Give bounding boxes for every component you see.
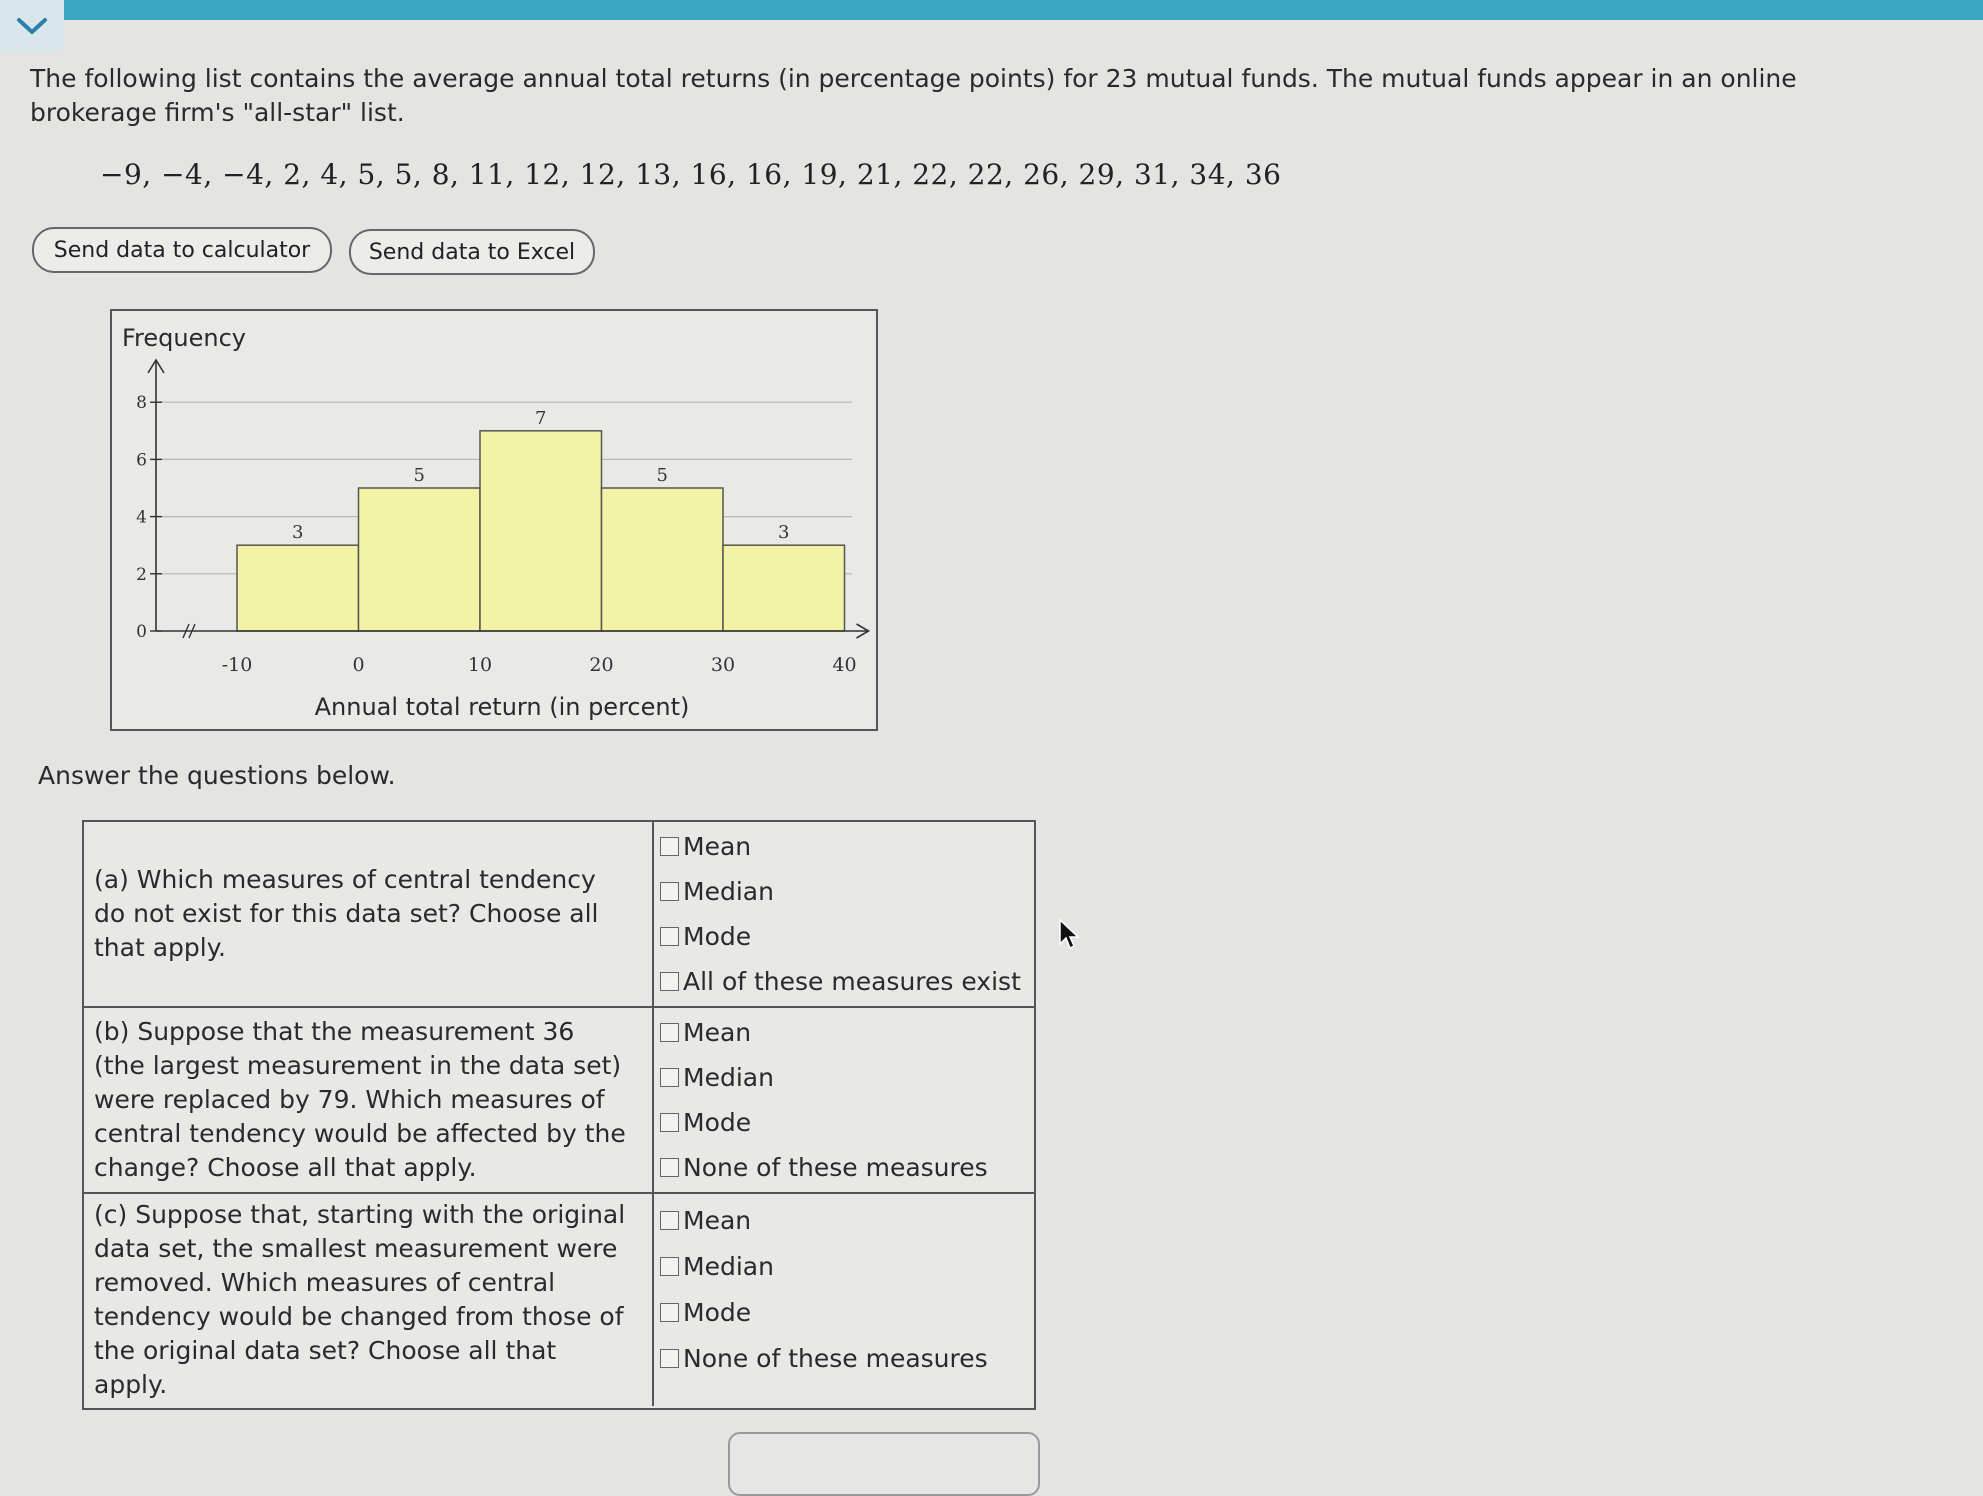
question-c-prompt: (c) Suppose that, starting with the original data set, the smallest measurement were removed. Which measures of central tendency would be changed from those of the original data set? Choose all that apply. — [84, 1194, 654, 1406]
option-c-mode[interactable] — [660, 1298, 751, 1327]
checkbox[interactable] — [660, 1068, 679, 1087]
y-tick-label: 4 — [136, 507, 147, 528]
histogram-bar — [237, 545, 359, 631]
answer-prompt: Answer the questions below. — [38, 761, 396, 790]
option-a-all-exist[interactable] — [660, 967, 1021, 996]
y-tick-label: 0 — [136, 622, 147, 642]
histogram-chart — [110, 309, 878, 731]
question-table — [82, 820, 1036, 1410]
question-row-b — [84, 1008, 1034, 1194]
option-label: None of these measures — [683, 1344, 988, 1373]
option-b-none[interactable] — [660, 1153, 988, 1182]
histogram-bar — [359, 488, 481, 631]
option-label: Median — [683, 877, 774, 906]
bar-data-label: 3 — [778, 522, 790, 544]
histogram-bar — [723, 545, 845, 631]
checkbox[interactable] — [660, 1211, 679, 1230]
checkbox[interactable] — [660, 837, 679, 856]
send-to-calculator-button[interactable]: Send data to calculator — [32, 227, 332, 273]
option-b-median[interactable] — [660, 1063, 774, 1092]
option-label: Mode — [683, 1108, 752, 1137]
problem-intro: The following list contains the average annual total returns (in percentage points) for 23 mutual funds. The mutual funds appear in an online brokerage firm's "all-star" list. — [30, 64, 1797, 127]
x-tick-label: 10 — [467, 654, 493, 676]
question-b-prompt: (b) Suppose that the measurement 36 (the largest measurement in the data set) were replaced by 79. Which measures of central tendency would be affected by the change? Choose all that apply. — [84, 1008, 654, 1192]
x-tick-label: 40 — [832, 654, 857, 676]
mouse-cursor-icon — [1058, 918, 1082, 952]
bar-data-label: 7 — [535, 407, 547, 429]
histogram-bar — [602, 488, 724, 631]
checkbox[interactable] — [660, 1349, 679, 1368]
option-c-mean[interactable] — [660, 1206, 751, 1235]
option-label: Mean — [683, 1206, 752, 1235]
checkbox[interactable] — [660, 1023, 679, 1042]
option-c-median[interactable] — [660, 1252, 774, 1281]
option-b-mode[interactable] — [660, 1108, 751, 1137]
x-tick-label: -10 — [221, 654, 253, 676]
bar-data-label: 5 — [413, 465, 425, 486]
collapse-button[interactable] — [0, 0, 64, 52]
option-label: Median — [683, 1252, 774, 1281]
y-tick-label: 6 — [136, 450, 147, 471]
data-list: −9, −4, −4, 2, 4, 5, 5, 8, 11, 12, 12, 13, 16, 16, 19, 21, 22, 22, 26, 29, 31, 34, 36 — [100, 158, 1282, 191]
bar-data-label: 3 — [292, 522, 304, 544]
histogram-svg — [112, 311, 876, 729]
checkbox[interactable] — [660, 927, 679, 946]
question-a-prompt: (a) Which measures of central tendency do not exist for this data set? Choose all that apply. — [84, 822, 654, 1006]
x-tick-label: 30 — [710, 654, 736, 676]
checkbox[interactable] — [660, 1113, 679, 1132]
option-label: Mode — [683, 1298, 752, 1327]
bar-data-label: 5 — [656, 465, 668, 486]
question-row-c — [84, 1194, 1034, 1406]
option-a-mode[interactable] — [660, 922, 751, 951]
option-label: None of these measures — [683, 1153, 988, 1182]
option-a-mean[interactable] — [660, 832, 751, 861]
histogram-bar — [480, 431, 602, 631]
chevron-down-icon — [15, 15, 49, 37]
option-label: All of these measures exist — [683, 967, 1021, 996]
y-axis-title: Frequency — [122, 324, 246, 352]
checkbox[interactable] — [660, 1257, 679, 1276]
send-to-excel-button[interactable]: Send data to Excel — [349, 229, 595, 275]
top-accent-bar — [0, 0, 1983, 20]
x-tick-label: 20 — [589, 654, 614, 676]
checkbox[interactable] — [660, 1158, 679, 1177]
option-label: Mean — [683, 832, 752, 861]
y-tick-label: 2 — [136, 564, 147, 585]
y-tick-label: 8 — [136, 393, 147, 414]
x-axis-title: Annual total return (in percent) — [314, 693, 690, 721]
x-tick-label: 0 — [352, 654, 365, 676]
option-a-median[interactable] — [660, 877, 774, 906]
option-c-none[interactable] — [660, 1344, 988, 1373]
option-label: Mode — [683, 922, 752, 951]
checkbox[interactable] — [660, 972, 679, 991]
option-b-mean[interactable] — [660, 1018, 751, 1047]
checkbox[interactable] — [660, 882, 679, 901]
question-row-a — [84, 822, 1034, 1008]
bottom-panel-tab[interactable] — [728, 1432, 1040, 1496]
option-label: Mean — [683, 1018, 752, 1047]
option-label: Median — [683, 1063, 774, 1092]
checkbox[interactable] — [660, 1303, 679, 1322]
